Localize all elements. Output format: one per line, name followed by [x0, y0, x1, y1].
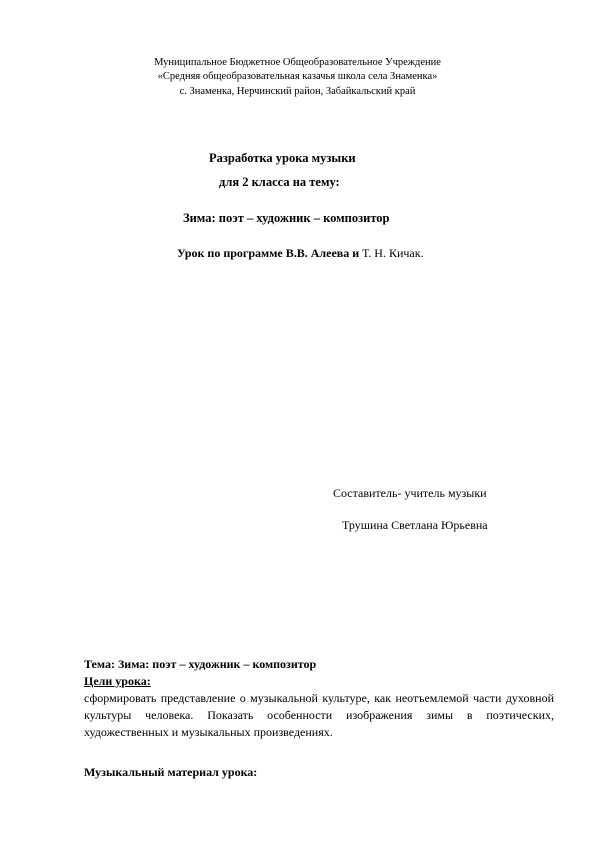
- program-line: [177, 246, 424, 261]
- author-name: Трушина Светлана Юрьевна: [342, 518, 488, 532]
- school-name-line: Муниципальное Бюджетное Общеобразовательное Учреждение: [154, 57, 441, 68]
- goals-heading: Цели урока:: [84, 674, 151, 688]
- school-address: с. Знаменка, Нерчинский район, Забайкальский край: [179, 86, 416, 97]
- author-role: Составитель- учитель музыки: [333, 486, 487, 500]
- program-authors: Урок по программе В.В. Алеева и: [177, 246, 360, 260]
- document-subtitle: для 2 класса на тему:: [219, 175, 340, 189]
- lesson-topic-line: Тема: Зима: поэт – художник – композитор: [84, 657, 317, 671]
- document-title: Разработка урока музыки: [209, 151, 356, 165]
- material-heading: Музыкальный материал урока:: [84, 765, 258, 779]
- program-coauthor: Т. Н. Кичак.: [362, 246, 424, 260]
- school-full-name: «Средняя общеобразовательная казачья школа села Знаменка»: [157, 71, 438, 82]
- lesson-topic-title: Зима: поэт – художник – композитор: [183, 211, 390, 225]
- goals-paragraph: сформировать представление о музыкальной культуре, как неотъемлемой части духовной культуры человека. Показать особенности изображения зимы в поэтических, художественных и музыкальных произведениях.: [84, 691, 554, 739]
